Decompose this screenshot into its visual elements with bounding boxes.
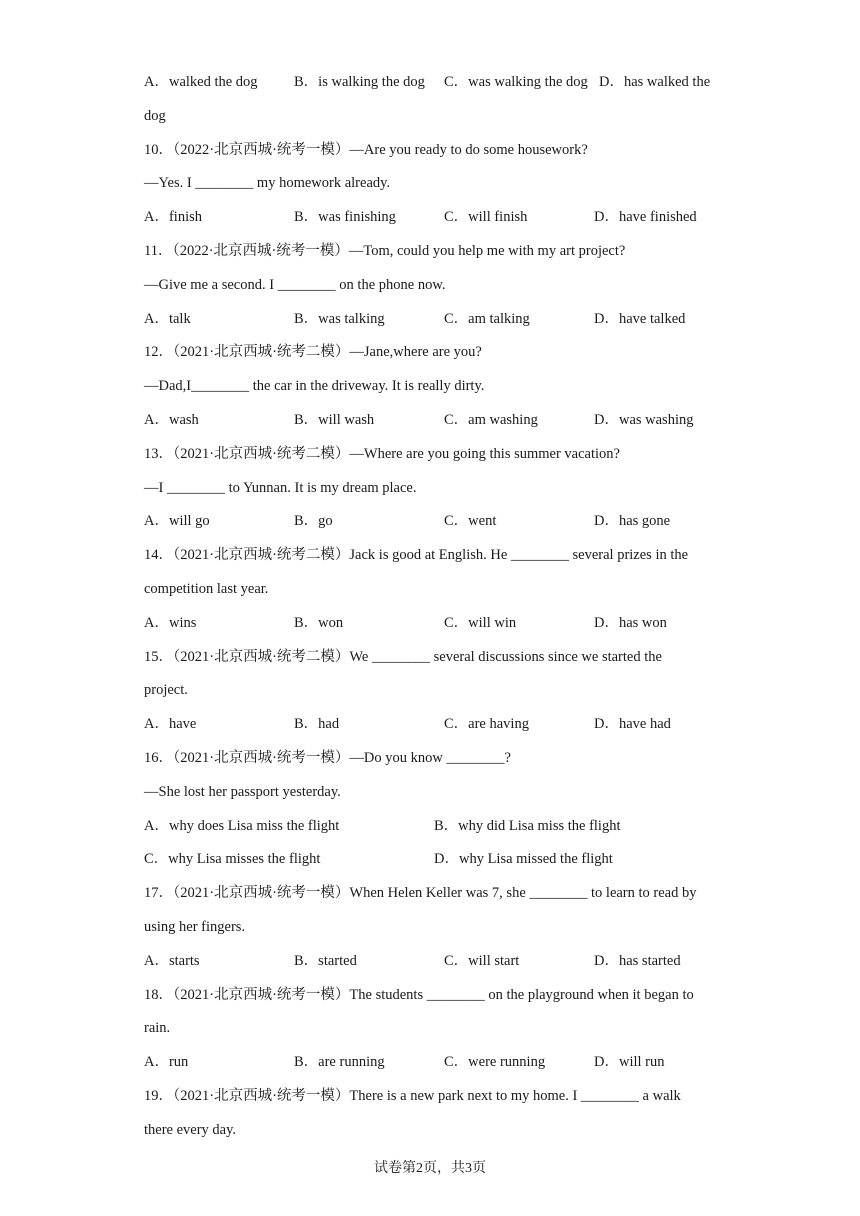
q14-option-a: A．wins bbox=[144, 614, 197, 631]
q18-options bbox=[144, 1046, 724, 1080]
q12-dialogue: —Dad,I________ the car in the driveway. It is really dirty. bbox=[144, 378, 485, 395]
q12-option-b: B．will wash bbox=[294, 411, 375, 428]
q15-option-c: C．are having bbox=[444, 716, 529, 733]
q15-option-a: A．have bbox=[144, 716, 197, 733]
q11-option-b: B．was talking bbox=[294, 310, 385, 327]
q15-options bbox=[144, 708, 724, 742]
q16-options-row2 bbox=[144, 843, 724, 877]
q16-options-row1 bbox=[144, 810, 724, 844]
q11-stem: 11．（2022·北京西城·统考一模）—Tom, could you help me with my art project? bbox=[144, 242, 626, 259]
q14-option-c: C．will win bbox=[444, 614, 517, 631]
q13-option-b: B．go bbox=[294, 513, 333, 530]
q12-option-a: A．wash bbox=[144, 411, 199, 428]
question-list bbox=[144, 66, 724, 1148]
q17-options bbox=[144, 945, 724, 979]
q10-dialogue: —Yes. I ________ my homework already. bbox=[144, 175, 391, 192]
q9-options bbox=[144, 66, 724, 100]
q17-option-d: D．has started bbox=[594, 952, 681, 969]
q10-options bbox=[144, 201, 724, 235]
q18-option-a: A．run bbox=[144, 1054, 189, 1071]
q9-option-b: B．is walking the dog bbox=[294, 74, 425, 90]
q9-option-c: C．was walking the dog bbox=[444, 74, 588, 90]
q9-option-a: A．walked the dog bbox=[144, 74, 258, 90]
q14-option-d: D．has won bbox=[594, 614, 667, 631]
q15-stem-cont: project. bbox=[144, 682, 188, 699]
q12-option-c: C．am washing bbox=[444, 411, 538, 428]
q18-option-d: D．will run bbox=[594, 1054, 665, 1071]
q14-options bbox=[144, 607, 724, 641]
q18-stem-cont: rain. bbox=[144, 1020, 171, 1037]
q14-stem: 14．（2021·北京西城·统考二模）Jack is good at English. He ________ several prizes in the bbox=[144, 547, 689, 564]
q13-options bbox=[144, 505, 724, 539]
q11-option-a: A．talk bbox=[144, 310, 191, 327]
q17-stem-cont: using her fingers. bbox=[144, 918, 246, 935]
q16-option-a: A．why does Lisa miss the flight bbox=[144, 817, 340, 834]
q13-option-c: C．went bbox=[444, 513, 497, 530]
q18-option-c: C．were running bbox=[444, 1054, 546, 1071]
q14-stem-cont: competition last year. bbox=[144, 580, 269, 597]
q10-option-d: D．have finished bbox=[594, 209, 697, 226]
q16-dialogue: —She lost her passport yesterday. bbox=[144, 783, 341, 800]
q14-option-b: B．won bbox=[294, 614, 344, 631]
q15-stem: 15．（2021·北京西城·统考二模）We ________ several discussions since we started the bbox=[144, 648, 662, 665]
q11-dialogue: —Give me a second. I ________ on the phone now. bbox=[144, 276, 446, 293]
q13-option-a: A．will go bbox=[144, 513, 210, 530]
q19-stem-cont: there every day. bbox=[144, 1121, 237, 1138]
q10-option-b: B．was finishing bbox=[294, 209, 396, 226]
q13-option-d: D．has gone bbox=[594, 513, 671, 530]
q10-option-a: A．finish bbox=[144, 209, 202, 226]
page-footer: 试卷第2页，共3页 bbox=[374, 1161, 486, 1176]
q16-stem: 16．（2021·北京西城·统考一模）—Do you know ________? bbox=[144, 749, 511, 766]
q17-option-a: A．starts bbox=[144, 952, 200, 969]
q10-option-c: C．will finish bbox=[444, 209, 528, 226]
q9-option-d-wrap: dog bbox=[144, 107, 166, 124]
q11-option-d: D．have talked bbox=[594, 310, 686, 327]
q10-stem: 10．（2022·北京西城·统考一模）—Are you ready to do some housework? bbox=[144, 141, 588, 158]
q18-stem: 18．（2021·北京西城·统考一模）The students ________ on the playground when it began to bbox=[144, 986, 694, 1003]
q12-options bbox=[144, 404, 724, 438]
q13-stem: 13．（2021·北京西城·统考二模）—Where are you going this summer vacation? bbox=[144, 445, 620, 462]
q13-dialogue: —I ________ to Yunnan. It is my dream place. bbox=[144, 479, 417, 496]
q18-option-b: B．are running bbox=[294, 1054, 385, 1071]
q16-option-b: B．why did Lisa miss the flight bbox=[434, 817, 621, 834]
q11-option-c: C．am talking bbox=[444, 310, 530, 327]
q19-stem: 19．（2021·北京西城·统考一模）There is a new park next to my home. I ________ a walk bbox=[144, 1087, 681, 1104]
q17-option-b: B．started bbox=[294, 952, 357, 969]
q12-option-d: D．was washing bbox=[594, 411, 694, 428]
q9-option-d: D．has walked the bbox=[599, 74, 711, 90]
q17-option-c: C．will start bbox=[444, 952, 520, 969]
q16-option-c: C．why Lisa misses the flight bbox=[144, 851, 321, 868]
q16-option-d: D．why Lisa missed the flight bbox=[434, 851, 613, 868]
q12-stem: 12．（2021·北京西城·统考二模）—Jane,where are you? bbox=[144, 344, 482, 361]
q15-option-d: D．have had bbox=[594, 716, 671, 733]
q11-options bbox=[144, 303, 724, 337]
q15-option-b: B．had bbox=[294, 716, 340, 733]
q17-stem: 17．（2021·北京西城·统考一模）When Helen Keller was 7, she ________ to learn to read by bbox=[144, 885, 697, 902]
